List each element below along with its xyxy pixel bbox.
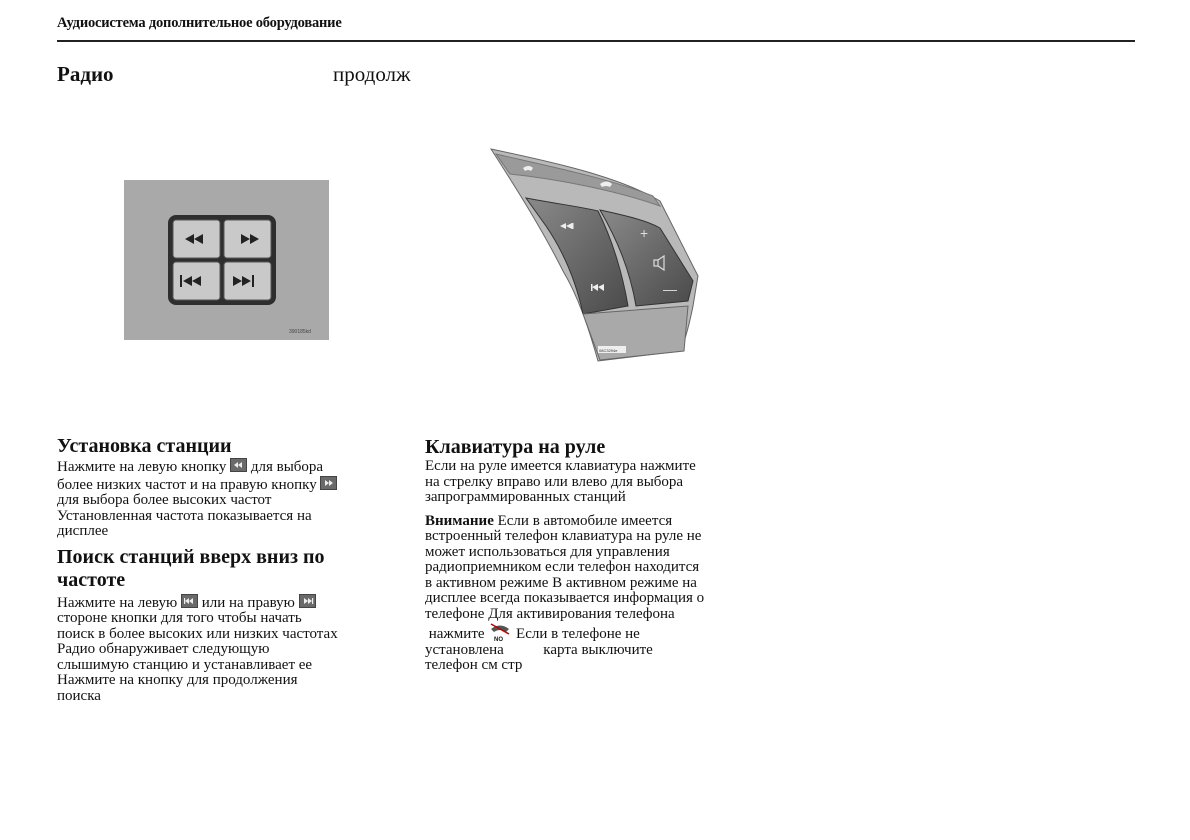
text: частоте <box>57 568 126 591</box>
text: Радио обнаруживает следующую <box>57 641 270 657</box>
text: Если на руле имеется клавиатура нажмите <box>425 458 696 474</box>
section-title: Радио <box>57 62 114 86</box>
text: может использоваться для управления <box>425 543 670 560</box>
text: слышимую станцию и устанавливает ее <box>57 656 313 673</box>
text: поиска <box>57 687 101 704</box>
figure-steering-keypad <box>488 146 702 364</box>
text: поиск в более высоких или низких частотах <box>57 625 338 642</box>
phone-no-icon <box>488 622 512 642</box>
fast-forward-inline-icon <box>320 476 337 490</box>
header-rule <box>57 40 1135 42</box>
text: Нажмите на кнопку для продолжения <box>57 672 298 688</box>
text: Если в телефоне не <box>516 626 640 642</box>
text: в активном режиме В активном режиме на <box>425 574 697 591</box>
section-continued: продолж <box>333 62 411 86</box>
text: Установленная частота показывается на <box>57 507 312 524</box>
paragraph-seek <box>57 594 402 705</box>
text: карта выключите <box>543 641 653 658</box>
volume-minus-icon: — <box>663 281 677 297</box>
text: нажмите <box>428 626 485 642</box>
text: для выбора <box>250 459 324 475</box>
text: телефон см стр <box>425 657 523 673</box>
text: встроенный телефон клавиатура на руле не <box>425 528 702 544</box>
skip-back-inline-icon <box>181 594 198 608</box>
skip-back-button <box>173 262 220 300</box>
text: дисплее <box>57 523 109 539</box>
text: Если в автомобиле имеется <box>497 512 673 529</box>
paragraph-tuning <box>57 458 402 540</box>
paragraph-note <box>425 514 770 674</box>
text: стороне кнопки для того чтобы начать <box>57 610 302 626</box>
figure-code: 390185kd <box>289 329 311 335</box>
rewind-inline-icon <box>230 458 247 472</box>
column-right <box>425 436 770 674</box>
heading-station-tuning: Установка станции <box>57 435 232 457</box>
figure-code: 08C3294e <box>599 348 618 353</box>
text: или на правую <box>201 594 295 611</box>
svg-text:NO: NO <box>494 637 504 642</box>
heading-seek <box>57 546 402 592</box>
text: для выбора более высоких частот <box>57 492 272 508</box>
volume-plus-icon: + <box>640 225 649 241</box>
column-left <box>57 435 402 704</box>
fast-forward-button <box>224 220 271 258</box>
text: телефоне Для активирования телефона <box>425 605 675 622</box>
skip-forward-button <box>224 262 271 300</box>
skip-forward-inline-icon <box>299 594 316 608</box>
text: запрограммированных станций <box>425 489 626 505</box>
text: Поиск станций вверх вниз по <box>57 545 325 568</box>
text: дисплее всегда показывается информация о <box>425 590 705 606</box>
text: радиоприемником если телефон находится <box>425 559 700 575</box>
note-label: Внимание <box>425 512 494 529</box>
paragraph-keypad <box>425 459 770 506</box>
figure-radio-buttons <box>124 180 329 340</box>
rewind-button <box>173 220 220 258</box>
text: установлена <box>425 641 504 658</box>
text: Нажмите на левую <box>57 594 178 611</box>
page-header: Аудиосистема дополнительное оборудование <box>57 15 342 31</box>
text: более низких частот и на правую кнопку <box>57 476 317 493</box>
text: на стрелку вправо или влево для выбора <box>425 473 684 490</box>
text: Нажмите на левую кнопку <box>57 459 227 475</box>
heading-steering-keypad: Клавиатура на руле <box>425 436 606 458</box>
